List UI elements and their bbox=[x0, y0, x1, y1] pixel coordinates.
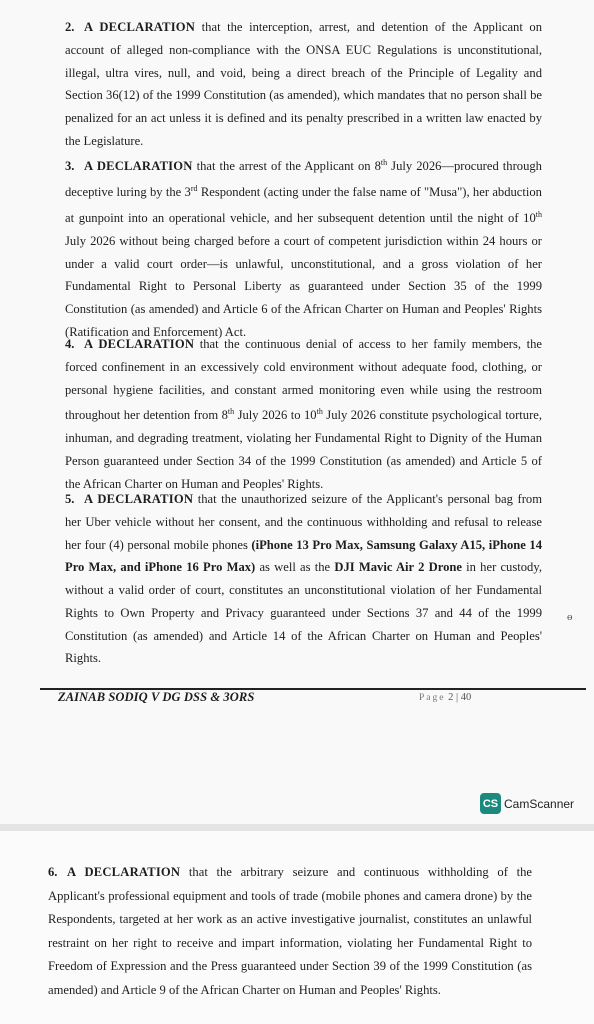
item-number: 3. bbox=[65, 159, 75, 174]
item-heading: A DECLARATION bbox=[84, 20, 196, 34]
page-total: 40 bbox=[460, 692, 472, 703]
ordinal-suffix: th bbox=[316, 407, 323, 417]
item-text: that the arrest of the Applicant on 8 bbox=[192, 159, 381, 174]
item-text: that the continuous denial of access to her family members, the forced confinement in an excessively cold environment without adequate food, clothing, or personal hygiene facilities, and constant armed monitoring even while using the restroom throughout her detention from 8 bbox=[65, 337, 542, 423]
footer-page-number bbox=[419, 692, 471, 703]
declaration-item-6 bbox=[48, 861, 532, 1002]
item-text: that the interception, arrest, and detention of the Applicant on account of alleged non-compliance with the ONSA EUC Regulations is unconstitutional, illegal, ultra vires, null, and void, being a direct breach of the Principle of Legality and Section 36(12) of the 1999 Constitution (as amended), which mandates that no person shall be penalized for an act unless it is defined and its penalty prescribed in a written law enacted by the Legislature. bbox=[65, 20, 542, 148]
declaration-item-5 bbox=[65, 488, 542, 670]
device-list: (iPhone 13 Pro Max, Samsung Galaxy A15, iPhone 14 Pro Max, and iPhone 16 Pro Max) bbox=[65, 537, 542, 575]
page-current: 2 bbox=[448, 692, 454, 703]
item-number: 5. bbox=[65, 492, 75, 506]
item-text: Respondent (acting under the false name of "Musa"), her abduction at gunpoint into an operational vehicle, and her subsequent detention until the night of 10 bbox=[65, 185, 542, 226]
camscanner-label: CamScanner bbox=[504, 796, 575, 811]
item-text: in her custody, without a valid order of court, constitutes an unconstitutional violation of her Fundamental Rights to Own Property and Privacy guaranteed under Sections 37 and 44 of the 1999 Constitution (as amended) and Article 14 of the African Charter on Human and Peoples' Rights. bbox=[65, 560, 542, 666]
declaration-item-3 bbox=[65, 152, 542, 344]
scan-mark: ɵ bbox=[567, 611, 573, 623]
camscanner-watermark bbox=[480, 793, 574, 814]
footer-case-title: ZAINAB SODIQ V DG DSS & 3ORS bbox=[58, 690, 255, 704]
item-number: 6. bbox=[48, 865, 58, 879]
declaration-item-4 bbox=[65, 333, 542, 495]
item-text: July 2026—procured through deceptive luring by the 3 bbox=[65, 159, 542, 200]
item-text: July 2026 constitute psychological torture, inhuman, and degrading treatment, violating her Fundamental Right to Dignity of the Human Person guaranteed under Section 34 of the 1999 Constitution (as amended) and Article 5 of the African Charter on Human and Peoples' Rights. bbox=[65, 408, 543, 491]
item-number: 2. bbox=[65, 20, 75, 34]
ordinal-suffix: th bbox=[227, 407, 235, 417]
page-label: Page bbox=[419, 693, 446, 703]
ordinal-suffix: rd bbox=[190, 183, 198, 193]
ordinal-suffix: th bbox=[380, 158, 388, 167]
camscanner-icon: CS bbox=[480, 793, 501, 814]
item-heading: A DECLARATION bbox=[84, 159, 193, 174]
item-heading: A DECLARATION bbox=[84, 337, 195, 351]
item-heading: A DECLARATION bbox=[84, 492, 194, 506]
item-text: as well as the bbox=[255, 560, 335, 575]
item-text: July 2026 without being charged before a court of competent jurisdiction within 24 hours or under a valid court order—is unlawful, unconstitutional, and a gross violation of her Fundamental Right to Personal Liberty as guaranteed under Section 35 of the 1999 Constitution (as amended) and Article 6 of the African Charter on Human and Peoples' Rights (Ratification and Enforcement) Act. bbox=[65, 233, 542, 339]
item-text: that the unauthorized seizure of the Applicant's personal bag from her Uber vehicle without her consent, and the continuous withholding and refusal to release her four (4) personal mobile phones bbox=[65, 492, 542, 552]
item-text: July 2026 to 10 bbox=[234, 408, 317, 423]
item-heading: A DECLARATION bbox=[67, 865, 181, 879]
item-text: that the arbitrary seizure and continuous withholding of the Applicant's professional equipment and tools of trade (mobile phones and camera drone) by the Respondents, targeted at her work as an active investigative journalist, constitutes an unlawful restraint on her right to receive and impart information, violating her Fundamental Right to Freedom of Expression and the Press guaranteed under Section 39 of the 1999 Constitution (as amended) and Article 9 of the African Charter on Human and Peoples' Rights. bbox=[48, 865, 532, 997]
page-separator: | bbox=[455, 692, 459, 703]
declaration-item-2 bbox=[65, 16, 542, 153]
drone-name: DJI Mavic Air 2 Drone bbox=[334, 560, 462, 575]
ordinal-suffix: th bbox=[535, 209, 542, 219]
item-number: 4. bbox=[65, 337, 75, 351]
